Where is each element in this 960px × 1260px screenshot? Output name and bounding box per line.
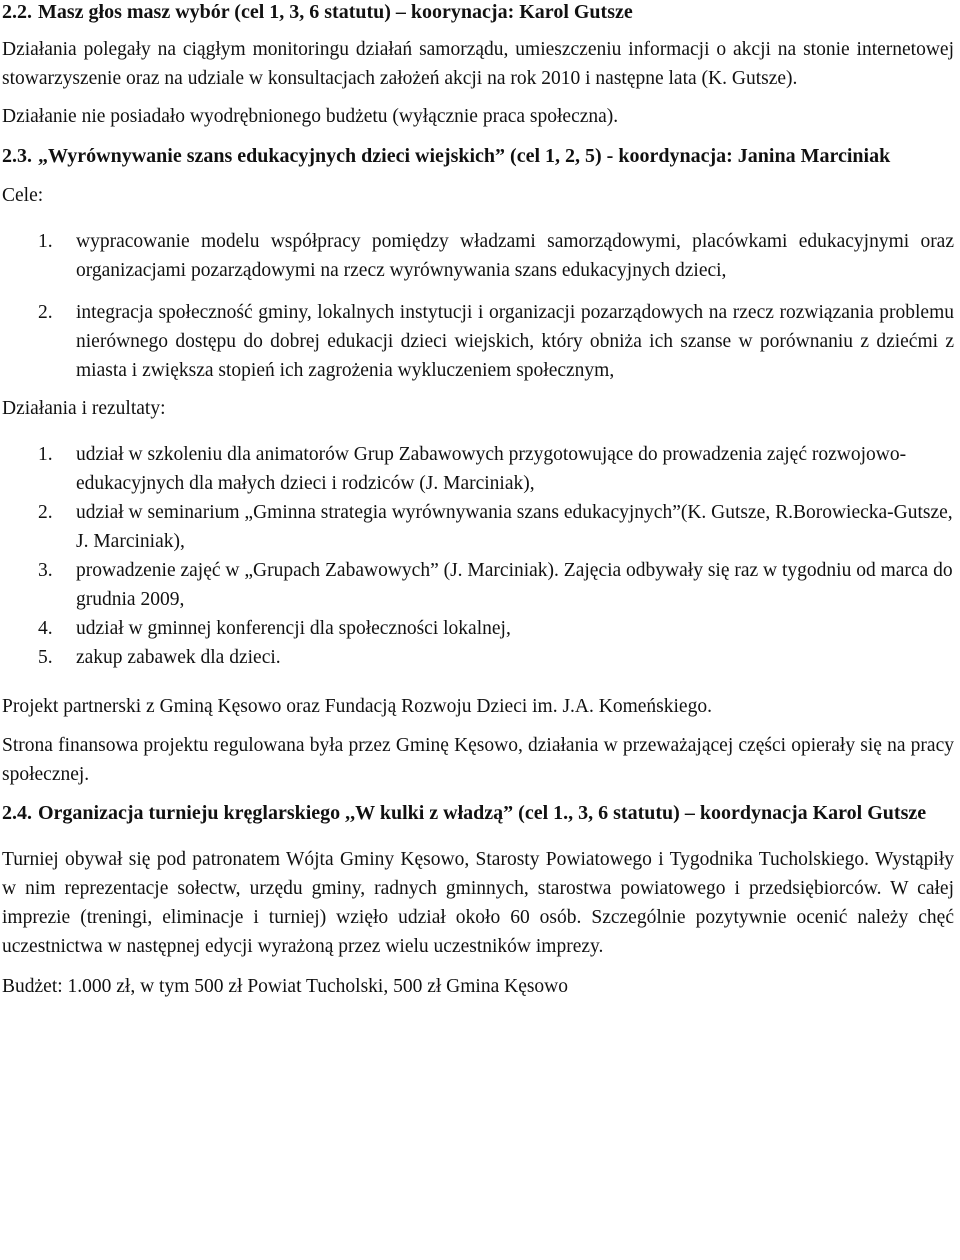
list-item xyxy=(38,440,954,498)
list-item-number: 5. xyxy=(38,647,53,668)
goals-label: Cele: xyxy=(2,185,44,206)
section-number: 2.3. xyxy=(2,145,32,167)
list-item-number: 3. xyxy=(38,560,53,581)
list-item-number: 1. xyxy=(38,444,53,465)
actions-label: Działania i rezultaty: xyxy=(2,398,166,419)
list-item-text: udział w seminarium „Gminna strategia wyrównywania szans edukacyjnych”(K. Gutsze, R.Borowiecka-Gutsze, J. Marciniak), xyxy=(76,502,953,552)
finance-paragraph: Strona finansowa projektu regulowana była przez Gminę Kęsowo, działania w przeważającej części opierały się na pracy społecznej. xyxy=(2,735,954,785)
section-2-2-paragraph-2: Działanie nie posiadało wyodrębnionego budżetu (wyłącznie praca społeczna). xyxy=(2,106,619,127)
section-title: Organizacja turnieju kręglarskiego ,,W kulki z władzą” (cel 1., 3, 6 statutu) – koordynacja Karol Gutsze xyxy=(38,802,927,824)
list-item xyxy=(38,298,954,385)
list-item xyxy=(38,498,954,556)
actions-list xyxy=(2,440,954,672)
list-item-number: 2. xyxy=(38,502,53,523)
section-2-3-heading xyxy=(2,142,954,171)
list-item-number: 1. xyxy=(38,231,53,252)
list-item-number: 2. xyxy=(38,302,53,323)
list-item-text: prowadzenie zajęć w „Grupach Zabawowych” (J. Marciniak). Zajęcia odbywały się raz w tygodniu od marca do grudnia 2009, xyxy=(76,560,953,610)
list-item xyxy=(38,643,954,672)
list-item-text: udział w gminnej konferencji dla społeczności lokalnej, xyxy=(76,618,511,639)
list-item-text: zakup zabawek dla dzieci. xyxy=(76,647,281,668)
list-item xyxy=(38,227,954,285)
section-2-4-paragraph-1: Turniej obywał się pod patronatem Wójta Gminy Kęsowo, Starosty Powiatowego i Tygodnika Tucholskiego. Wystąpiły w nim reprezentacje sołectw, urzędu gminy, radnych gminnych, starostwa powiatowego i przedsiębiorców. W całej imprezie (treningi, eliminacje i turniej) wzięło udział około 60 osób. Szczególnie pozytywnie ocenić należy chęć uczestnictwa w następnej edycji wyrażoną przez wielu uczestników imprezy. xyxy=(2,849,954,957)
section-2-2-heading xyxy=(2,0,954,27)
section-title: Masz głos masz wybór (cel 1, 3, 6 statutu) – koorynacja: Karol Gutsze xyxy=(38,1,633,23)
budget-line: Budżet: 1.000 zł, w tym 500 zł Powiat Tucholski, 500 zł Gmina Kęsowo xyxy=(2,976,569,997)
list-item-text: integracja społeczność gminy, lokalnych instytucji i organizacji pozarządowych na rzecz rozwiązania problemu nierównego dostępu do dobrej edukacji dzieci wiejskich, który obniża ich szanse w porównaniu z dziećmi z miasta i zwiększa stopień ich zagrożenia wykluczeniem społecznym, xyxy=(76,302,954,381)
section-number: 2.4. xyxy=(2,802,32,824)
section-title: „Wyrównywanie szans edukacyjnych dzieci wiejskich” (cel 1, 2, 5) - koordynacja: Janina Marciniak xyxy=(38,145,891,167)
goals-list xyxy=(2,227,954,385)
list-item xyxy=(38,614,954,643)
list-item-number: 4. xyxy=(38,618,53,639)
list-item xyxy=(38,556,954,614)
section-number: 2.2. xyxy=(2,1,32,23)
list-item-text: wypracowanie modelu współpracy pomiędzy władzami samorządowymi, placówkami edukacyjnymi oraz organizacjami pozarządowymi na rzecz wyrównywania szans edukacyjnych dzieci, xyxy=(76,231,954,281)
section-2-2-paragraph-1: Działania polegały na ciągłym monitoringu działań samorządu, umieszczeniu informacji o akcji na stonie internetowej stowarzyszenie oraz na udziale w konsultacjach założeń akcji na rok 2010 i następne lata (K. Gutsze). xyxy=(2,39,954,89)
section-2-4-heading xyxy=(2,799,954,828)
partners-paragraph: Projekt partnerski z Gminą Kęsowo oraz Fundacją Rozwoju Dzieci im. J.A. Komeńskiego. xyxy=(2,696,712,717)
list-item-text: udział w szkoleniu dla animatorów Grup Zabawowych przygotowujące do prowadzenia zajęć rozwojowo-edukacyjnych dla małych dzieci i rodziców (J. Marciniak), xyxy=(76,444,907,494)
